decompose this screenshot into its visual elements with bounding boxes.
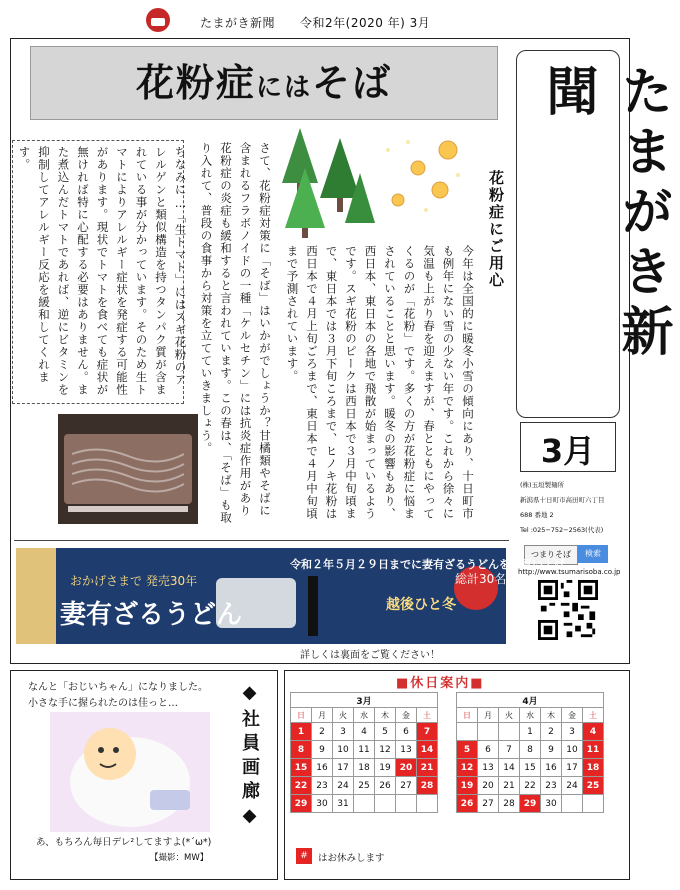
weekday-header: 日 <box>457 708 478 723</box>
calendar-day: 28 <box>499 795 520 813</box>
weekday-header: 土 <box>417 708 438 723</box>
calendar-march <box>290 692 438 813</box>
calendar-day: 14 <box>417 741 438 759</box>
staff-caption: あ、もちろん毎日デレ²してますよ(*´ω*) <box>36 837 212 848</box>
company-address2: 688 番地 2 <box>520 511 554 519</box>
calendar-day: 5 <box>375 723 396 741</box>
calendar-day: 21 <box>417 759 438 777</box>
calendar-day: 6 <box>396 723 417 741</box>
company-info <box>520 478 630 538</box>
weekday-header: 月 <box>312 708 333 723</box>
calendar-day: 3 <box>562 723 583 741</box>
calendar-day <box>375 795 396 813</box>
title-main: 花粉症 <box>135 60 256 105</box>
month-label: 3月 <box>540 432 596 470</box>
calendar-day: 29 <box>520 795 541 813</box>
calendar-day <box>417 795 438 813</box>
divider <box>14 540 509 541</box>
calendar-day: 4 <box>354 723 375 741</box>
calendar-day: 7 <box>499 741 520 759</box>
calendar-day: 29 <box>291 795 312 813</box>
weekday-header: 金 <box>396 708 417 723</box>
calendar-day: 15 <box>291 759 312 777</box>
calendar-day: 10 <box>333 741 354 759</box>
weekday-header: 土 <box>583 708 604 723</box>
calendar-day <box>499 723 520 741</box>
calendar-day: 27 <box>478 795 499 813</box>
calendar-day: 18 <box>354 759 375 777</box>
search-button[interactable]: 検索 <box>578 545 608 563</box>
weekday-header: 日 <box>291 708 312 723</box>
company-logo-icon <box>146 8 170 32</box>
holiday-legend-mark: # <box>296 848 312 864</box>
calendar-day <box>396 795 417 813</box>
qr-code-icon[interactable] <box>538 580 598 640</box>
calendar-april <box>456 692 604 813</box>
ad-date-text: 令和２年５月２９日までに妻有ざるうどんをお買い上げ <box>290 558 565 571</box>
page-title <box>30 46 498 120</box>
calendar-day: 24 <box>333 777 354 795</box>
calendar-day: 9 <box>541 741 562 759</box>
company-tel: Tel :025−752−2563(代表) <box>520 526 604 534</box>
calendar-day: 23 <box>541 777 562 795</box>
calendar-day: 25 <box>354 777 375 795</box>
calendar-month-label: 4月 <box>457 693 604 708</box>
calendar-day: 2 <box>541 723 562 741</box>
calendar-day: 17 <box>333 759 354 777</box>
calendar-day: 16 <box>541 759 562 777</box>
calendar-day <box>354 795 375 813</box>
calendar-day: 20 <box>478 777 499 795</box>
header-line: たまがき新聞 令和2年(2020 年) 3月 <box>200 16 431 30</box>
ad-product-name: 妻有ざるうどん <box>60 600 243 630</box>
calendar-day: 19 <box>375 759 396 777</box>
ad-anniversary: おかげさまで 発売30年 <box>70 574 198 588</box>
article-body-3: ちなみに…「生トマト」にはスギ花粉のアレルゲンと類似構造を持つタンパク質が含まれている事が分かっています。そのため生トマトによりアレルギー症状を発症する可能性があります。現状でトマトを食べても症状が無ければ特に心配する必要はありません。また煮込んだトマトであれば、逆にビタミンを抑制してアレルギー反応を緩和してくれます。 <box>17 146 188 396</box>
calendar-day: 30 <box>541 795 562 813</box>
calendar-day <box>562 795 583 813</box>
calendar-day: 31 <box>333 795 354 813</box>
calendar-day: 28 <box>417 777 438 795</box>
calendar-day: 13 <box>478 759 499 777</box>
calendar-day: 11 <box>583 741 604 759</box>
calendar-day: 26 <box>375 777 396 795</box>
staff-line-1: なんと「おじいちゃん」になりました。 <box>28 682 208 693</box>
cedar-trees-icon <box>270 128 380 238</box>
calendar-day: 4 <box>583 723 604 741</box>
weekday-header: 月 <box>478 708 499 723</box>
calendar-heading: ■休日案内■ <box>396 676 485 691</box>
weekday-header: 木 <box>541 708 562 723</box>
calendar-day: 16 <box>312 759 333 777</box>
calendar-day: 21 <box>499 777 520 795</box>
title-end: そば <box>312 60 393 105</box>
pollen-icon <box>378 130 468 220</box>
calendar-day: 8 <box>291 741 312 759</box>
ad-note: 詳しくは裏面をご覧ください！ <box>300 650 440 661</box>
article-body-2: さて、花粉症対策に「そば」はいかがでしょうか？甘橘類やそばに含まれるフラボノイドの一種「ケルセチン」には抗炎症作用があり花粉症の炎症も緩和すると言われています。この春は、「そば」も取り入れて、普段の食事から対策を立てていきましょう。 <box>199 142 272 524</box>
calendar-day <box>478 723 499 741</box>
calendar-day: 14 <box>499 759 520 777</box>
ad-gift: 越後ひと冬 <box>386 597 456 613</box>
calendar-day: 22 <box>520 777 541 795</box>
weekday-header: 水 <box>520 708 541 723</box>
calendar-day: 12 <box>375 741 396 759</box>
masthead-name: たまがき新聞 <box>537 64 673 364</box>
calendar-month-label: 3月 <box>291 693 438 708</box>
article-body-1: 今年は全国的に暖冬小雪の傾向にあり、十日町市も例年にない雪の少ない年です。これから徐々に気温も上がり春を迎えますが、春とともにやってくるのが「花粉」です。多くの方が花粉症に悩まされていることと思います。暖冬の影響もあり、西日本、東日本の各地で飛散が始まっているようです。スギ花粉のピークは西日本で３月中旬頃まで、東日本では３月下旬ころまで、ヒノキ花粉は西日本で４月上旬ごろまで、東日本で４月中旬頃まで予測されています。 <box>285 245 475 520</box>
company-name: (株)玉垣製麺所 <box>520 481 565 489</box>
calendar-day: 6 <box>478 741 499 759</box>
calendar-day: 9 <box>312 741 333 759</box>
baby-photo <box>50 712 210 832</box>
weekday-header: 木 <box>375 708 396 723</box>
calendar-day: 20 <box>396 759 417 777</box>
calendar-day: 10 <box>562 741 583 759</box>
title-mid: には <box>255 73 312 103</box>
calendar-day: 3 <box>333 723 354 741</box>
calendar-day: 17 <box>562 759 583 777</box>
calendar-day: 8 <box>520 741 541 759</box>
calendar-day: 13 <box>396 741 417 759</box>
calendar-day: 1 <box>520 723 541 741</box>
weekday-header: 水 <box>354 708 375 723</box>
soba-photo <box>58 414 198 524</box>
ad-count: 総計30名様 <box>455 572 519 586</box>
article-heading: 花粉症にご用心 <box>487 170 505 289</box>
calendar-day: 26 <box>457 795 478 813</box>
calendar-day <box>457 723 478 741</box>
weekday-header: 金 <box>562 708 583 723</box>
calendar-day: 22 <box>291 777 312 795</box>
calendar-day: 25 <box>583 777 604 795</box>
weekday-header: 火 <box>499 708 520 723</box>
calendar-day: 11 <box>354 741 375 759</box>
calendar-day: 2 <box>312 723 333 741</box>
calendar-day: 18 <box>583 759 604 777</box>
staff-text <box>28 680 208 712</box>
calendar-day: 27 <box>396 777 417 795</box>
website-url[interactable]: http://www.tsumarisoba.co.jp <box>518 568 621 576</box>
calendar-day: 7 <box>417 723 438 741</box>
staff-line-2: 小さな手に握られたのは佳っと… <box>28 698 178 709</box>
calendar-day: 30 <box>312 795 333 813</box>
calendar-day: 19 <box>457 777 478 795</box>
weekday-header: 火 <box>333 708 354 723</box>
calendar-day: 15 <box>520 759 541 777</box>
staff-gallery-title: ◆社員画廊◆ <box>239 682 260 832</box>
calendar-day: 5 <box>457 741 478 759</box>
calendar-day: 24 <box>562 777 583 795</box>
calendar-day: 12 <box>457 759 478 777</box>
calendar-day: 23 <box>312 777 333 795</box>
staff-credit: 【撮影：MW】 <box>150 853 209 863</box>
calendar-day <box>583 795 604 813</box>
company-address: 新潟県十日町市高田町六丁目 <box>520 496 605 504</box>
search-box[interactable]: つまりそば <box>524 545 578 565</box>
calendar-day: 1 <box>291 723 312 741</box>
holiday-legend-text: はお休みします <box>318 853 385 864</box>
